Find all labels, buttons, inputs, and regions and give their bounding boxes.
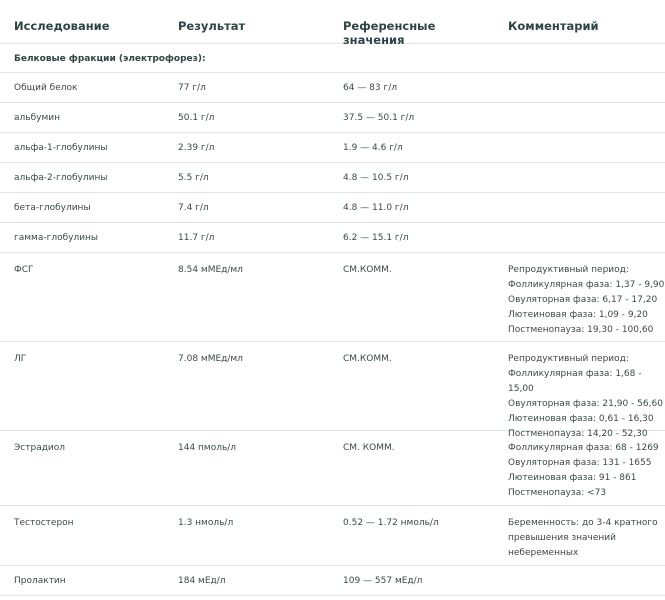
comment-line: небеременных <box>508 548 579 558</box>
section-title: Белковые фракции (электрофорез): <box>14 54 206 64</box>
test-reference: 109 — 557 мЕд/л <box>343 576 423 586</box>
test-reference: 0.52 — 1.72 нмоль/л <box>343 518 439 528</box>
test-comment <box>494 342 665 442</box>
comment-line: Беременность: до 3-4 кратного <box>508 518 658 528</box>
test-comment <box>494 223 665 252</box>
test-reference: 6.2 — 15.1 г/л <box>343 233 409 243</box>
comment-line: Овуляторная фаза: 131 - 1655 <box>508 458 652 468</box>
test-comment <box>494 566 665 595</box>
table-row <box>0 566 665 596</box>
test-comment <box>494 431 665 505</box>
test-reference: 4.8 — 11.0 г/л <box>343 203 409 213</box>
test-name: гамма-глобулины <box>14 233 99 243</box>
test-reference: 37.5 — 50.1 г/л <box>343 113 415 123</box>
test-comment <box>494 193 665 222</box>
table-row <box>0 103 665 133</box>
test-name: ФСГ <box>14 265 34 275</box>
test-comment <box>494 253 665 341</box>
test-reference: СМ.КОММ. <box>343 354 392 364</box>
test-reference: 4.8 — 10.5 г/л <box>343 173 409 183</box>
header-test: Исследование <box>14 19 110 33</box>
comment-line: Овуляторная фаза: 21,90 - 56,60 <box>508 399 663 409</box>
comment-line: Лютеиновая фаза: 91 - 861 <box>508 473 637 483</box>
table-header <box>0 0 665 47</box>
table-row <box>0 73 665 103</box>
comment-line: Лютеиновая фаза: 0,61 - 16,30 <box>508 414 654 424</box>
table-row <box>0 133 665 163</box>
table-row <box>0 506 665 566</box>
comment-line: Постменопауза: <73 <box>508 488 607 498</box>
comment-line: превышения значений <box>508 533 616 543</box>
header-reference: Референсные значения <box>343 19 436 47</box>
test-name: Пролактин <box>14 576 66 586</box>
test-result: 2.39 г/л <box>178 143 215 153</box>
test-reference: СМ.КОММ. <box>343 265 392 275</box>
comment-line: Репродуктивный период: <box>508 354 629 364</box>
test-result: 184 мЕд/л <box>178 576 226 586</box>
test-comment <box>494 163 665 192</box>
test-result: 50.1 г/л <box>178 113 215 123</box>
table-row <box>0 431 665 506</box>
test-name: альфа-2-глобулины <box>14 173 108 183</box>
test-reference: СМ. КОММ. <box>343 443 395 453</box>
comment-line: Фолликулярная фаза: 1,37 - 9,90 <box>508 280 665 290</box>
test-result: 77 г/л <box>178 83 206 93</box>
test-comment <box>494 506 665 565</box>
table-row <box>0 223 665 253</box>
header-result: Результат <box>178 19 246 33</box>
test-name: Тестостерон <box>14 518 74 528</box>
table-row <box>0 163 665 193</box>
test-comment <box>494 133 665 162</box>
test-name: Эстрадиол <box>14 443 66 453</box>
header-comment: Комментарий <box>508 19 599 33</box>
comment-line: Лютеиновая фаза: 1,09 - 9,20 <box>508 310 648 320</box>
table-row <box>0 193 665 223</box>
comment-line: Овуляторная фаза: 6,17 - 17,20 <box>508 295 658 305</box>
comment-line: Постменопауза: 14,20 - 52,30 <box>508 429 648 439</box>
test-result: 8.54 мМЕд/мл <box>178 265 243 275</box>
test-result: 7.4 г/л <box>178 203 209 213</box>
test-comment <box>494 73 665 102</box>
test-result: 5.5 г/л <box>178 173 209 183</box>
test-reference: 64 — 83 г/л <box>343 83 397 93</box>
table-row <box>0 253 665 342</box>
test-result: 1.3 нмоль/л <box>178 518 234 528</box>
section-row <box>0 44 665 73</box>
test-name: бета-глобулины <box>14 203 91 213</box>
test-name: Общий белок <box>14 83 78 93</box>
comment-line: Постменопауза: 19,30 - 100,60 <box>508 325 654 335</box>
comment-line: Репродуктивный период: <box>508 265 629 275</box>
test-result: 144 пмоль/л <box>178 443 237 453</box>
test-comment <box>494 103 665 132</box>
test-name: ЛГ <box>14 354 27 364</box>
test-name: альбумин <box>14 113 60 123</box>
test-result: 11.7 г/л <box>178 233 215 243</box>
test-result: 7.08 мМЕд/мл <box>178 354 243 364</box>
table-row <box>0 342 665 439</box>
test-reference: 1.9 — 4.6 г/л <box>343 143 403 153</box>
comment-line: Фолликулярная фаза: 1,68 - 15,00 <box>508 369 642 394</box>
comment-line: Фолликулярная фаза: 68 - 1269 <box>508 443 659 453</box>
test-name: альфа-1-глобулины <box>14 143 108 153</box>
